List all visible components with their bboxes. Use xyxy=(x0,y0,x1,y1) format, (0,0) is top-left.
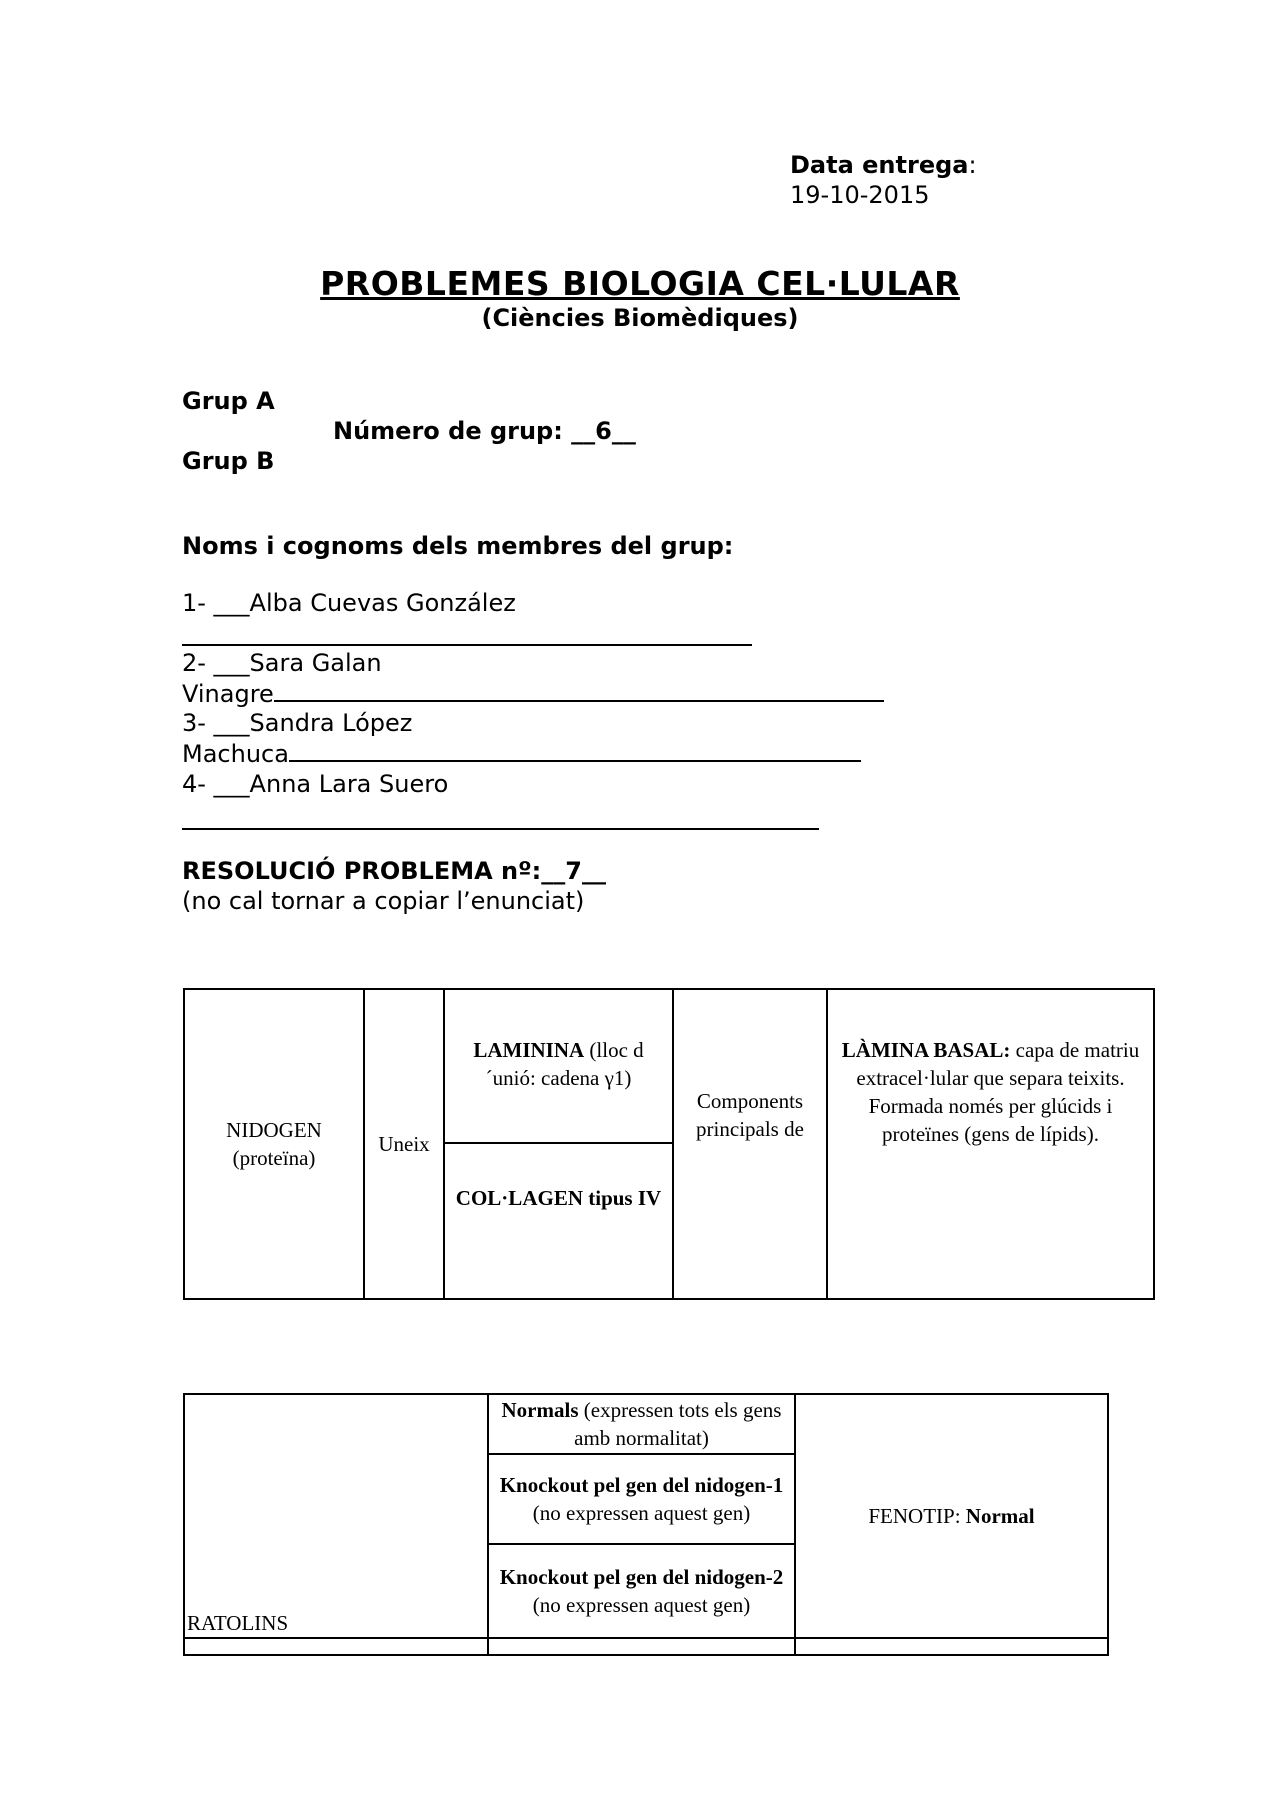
normals-cell xyxy=(488,1394,795,1454)
member-3-surname: Machuca xyxy=(182,740,289,768)
group-b-label: Grup B xyxy=(182,447,275,475)
normals-desc: (expressen tots els gens amb normalitat) xyxy=(574,1398,782,1450)
knockout-1-title: Knockout pel gen del nidogen-1 xyxy=(499,1473,784,1497)
components-cell: Components principals de xyxy=(673,989,827,1299)
member-4-underline xyxy=(182,801,819,830)
fenotip-value: Normal xyxy=(965,1504,1035,1528)
lamina-basal-title: LÀMINA BASAL: xyxy=(841,1038,1011,1062)
lamina-basal-desc: capa de matriu extracel·lular que separa teixits. Formada només per glúcids i proteïnes (gens de lípids). xyxy=(856,1038,1140,1146)
date-label: Data entrega xyxy=(790,151,969,179)
member-2-cont xyxy=(182,678,884,709)
nidogen-desc: (proteïna) xyxy=(232,1146,316,1170)
page-title: PROBLEMES BIOLOGIA CEL·LULAR xyxy=(320,264,960,303)
normals-title: Normals xyxy=(501,1398,579,1422)
empty-cell-c xyxy=(795,1638,1108,1655)
page-subtitle: (Ciències Biomèdiques) xyxy=(481,304,799,332)
collagen-cell: COL·LAGEN tipus IV xyxy=(444,1143,673,1299)
problem-note: (no cal tornar a copiar l’enunciat) xyxy=(182,887,585,915)
member-3-underline xyxy=(289,738,861,762)
group-number: Número de grup: __6__ xyxy=(333,417,636,445)
knockout-2-desc: (no expressen aquest gen) xyxy=(532,1593,751,1617)
knockout-1-cell xyxy=(488,1454,795,1544)
knockout-1-desc: (no expressen aquest gen) xyxy=(532,1501,751,1525)
member-2-surname: Vinagre xyxy=(182,680,274,708)
uneix-cell: Uneix xyxy=(364,989,444,1299)
fenotip-label: FENOTIP: xyxy=(868,1504,966,1528)
empty-cell-a xyxy=(184,1638,488,1655)
member-1: 1- ___Alba Cuevas González xyxy=(182,589,516,617)
knockout-2-cell xyxy=(488,1544,795,1638)
nidogen-cell xyxy=(184,989,364,1299)
member-2: 2- ___Sara Galan xyxy=(182,649,382,677)
date-value: 19-10-2015 xyxy=(790,181,930,209)
ratolins-label: RATOLINS xyxy=(187,1611,289,1635)
laminina-desc: (lloc d´unió: cadena γ1) xyxy=(485,1038,644,1090)
group-a-label: Grup A xyxy=(182,387,275,415)
member-3-cont xyxy=(182,738,861,769)
member-1-underline xyxy=(182,619,752,646)
member-4: 4- ___Anna Lara Suero xyxy=(182,770,449,798)
ratolins-cell xyxy=(184,1394,488,1638)
member-2-underline xyxy=(274,678,884,702)
fenotip-cell xyxy=(795,1394,1108,1638)
problem-heading: RESOLUCIÓ PROBLEMA nº:__7__ xyxy=(182,857,606,885)
laminina-cell xyxy=(444,989,673,1143)
member-3: 3- ___Sandra López xyxy=(182,709,413,737)
nidogen-table xyxy=(183,988,1155,1300)
knockout-2-title: Knockout pel gen del nidogen-2 xyxy=(499,1565,784,1589)
lamina-basal-cell xyxy=(827,989,1154,1299)
date-colon: : xyxy=(968,151,977,179)
members-heading: Noms i cognoms dels membres del grup: xyxy=(182,532,734,560)
delivery-date-block xyxy=(790,150,977,210)
ratolins-table xyxy=(183,1393,1109,1656)
empty-cell-b xyxy=(488,1638,795,1655)
nidogen-title: NIDOGEN xyxy=(226,1118,322,1142)
laminina-title: LAMININA xyxy=(473,1038,585,1062)
